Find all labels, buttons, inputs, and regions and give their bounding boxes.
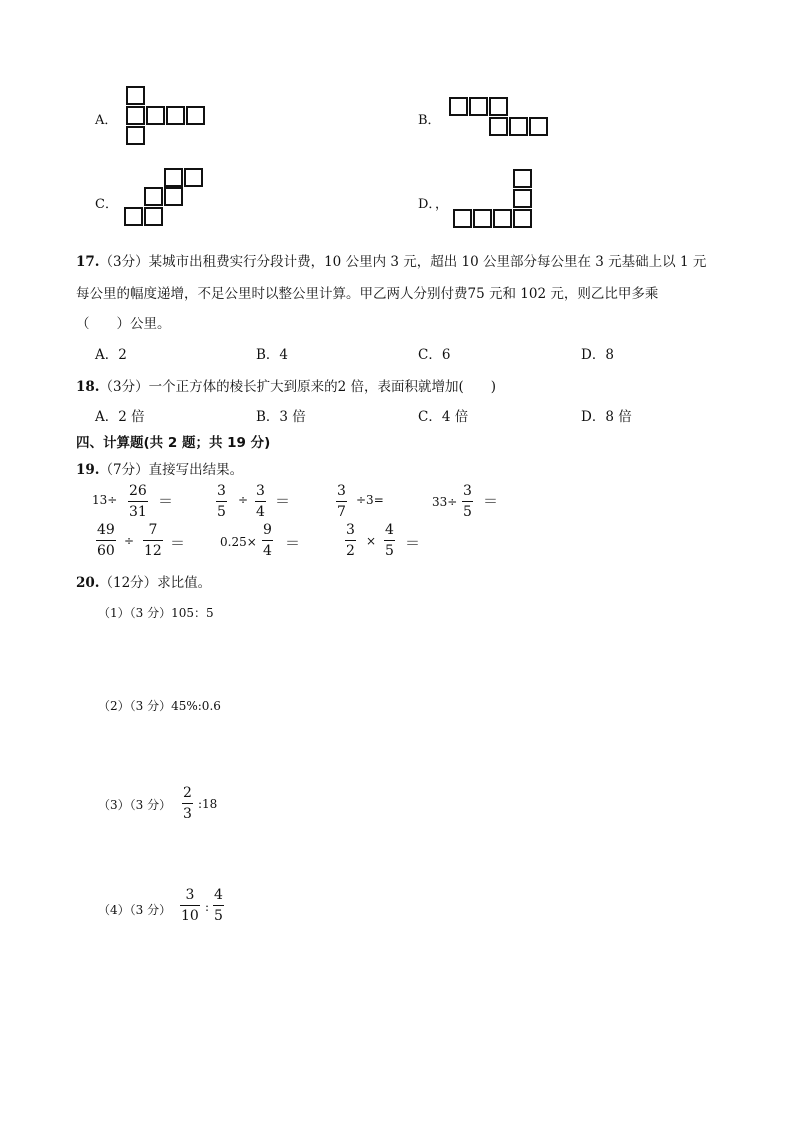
q19-e5-equals: ＝ [170,534,186,552]
q20-part-4-label: （4）（3 分） [98,903,172,917]
q17-text-line2: 每公里的幅度递增，不足公里时以整公里计算。甲乙两人分别付费75 元和 102 元，则乙比甲多乘 [76,286,659,302]
q19-score: （7分） [99,462,149,478]
q17-option-b[interactable]: B．4 [256,347,289,363]
q20-text: 求比值。 [157,575,212,591]
q18-text: 一个正方体的棱长扩大到原来的2 倍，表面积就增加( ) [148,379,497,395]
q19-e1-fraction: 26 31 [129,483,147,520]
q19-e6-whole: 0.25× [220,535,257,549]
q17-option-a[interactable]: A．2 [95,347,127,363]
q19-e5-fraction-2: 7 12 [144,522,162,559]
q19-number: 19. [76,462,100,478]
q18-number: 18. [76,379,100,395]
q16-option-d-label[interactable]: D．， [418,197,448,212]
q19-text: 直接写出结果。 [148,462,244,478]
q20-number: 20. [76,575,100,591]
q19-line [76,458,243,478]
q18-option-b[interactable]: B．3 倍 [256,409,306,425]
q19-e3-tail: ÷3= [356,493,384,507]
q19-e1-whole: 13÷ [92,493,118,507]
q20-part-4-fraction-1: 3 10 [181,887,199,924]
q19-e4-whole: 33÷ [432,495,458,509]
q17-line1 [76,250,706,270]
q20-part-3-fraction: 2 3 [183,785,192,822]
q19-e6-equals: ＝ [285,534,301,552]
q19-e5-operator: ÷ [124,534,135,548]
q17-number: 17. [76,254,100,270]
q20-part-4-colon: : [205,900,210,914]
q17-option-d[interactable]: D．8 [581,347,614,363]
q18-line [76,375,496,395]
q20-part-2-expr: 45%:0.6 [171,699,221,713]
q19-e7-fraction-2: 4 5 [385,522,394,559]
q17-text-line3: （ ）公里。 [76,316,171,332]
q17-text-line1: 某城市出租费实行分段计费，10 公里内 3 元，超出 10 公里部分每公里在 3 元基础上以 1 元 [148,254,707,270]
q19-e2-equals: ＝ [275,492,291,510]
q20-part-4-fraction-2: 4 5 [214,887,223,924]
section-4-title: 四、计算题(共 2 题；共 19 分) [76,435,271,451]
q19-e6-fraction: 9 4 [263,522,272,559]
q18-option-d[interactable]: D．8 倍 [581,409,632,425]
q20-part-1-expr: 105：5 [171,606,214,620]
q19-e5-fraction-1: 49 60 [97,522,115,559]
q16-option-c-label[interactable]: C． [95,197,118,212]
q19-e2-fraction-2: 3 4 [256,483,265,520]
q18-option-c[interactable]: C．4 倍 [418,409,469,425]
q19-e1-equals: ＝ [158,492,174,510]
q18-option-a[interactable]: A．2 倍 [95,409,145,425]
q19-e7-operator: × [366,534,377,548]
q17-score: （3分） [99,254,149,270]
q19-e7-fraction-1: 3 2 [346,522,355,559]
q20-part-1 [98,604,214,621]
q19-e2-operator: ÷ [238,493,249,507]
q20-part-1-label: （1）（3 分） [98,606,172,620]
q19-e4-fraction: 3 5 [463,483,472,520]
q20-score: （12分） [99,575,158,591]
q20-line [76,571,211,591]
q18-score: （3分） [99,379,149,395]
q20-part-2-label: （2）（3 分） [98,699,172,713]
q19-e3-fraction: 3 7 [337,483,346,520]
q20-part-3-label: （3）（3 分） [98,798,172,812]
q17-option-c[interactable]: C．6 [418,347,451,363]
q20-part-3-tail: :18 [198,797,218,811]
q20-part-2 [98,697,221,714]
q19-e7-equals: ＝ [405,534,421,552]
q19-e2-fraction-1: 3 5 [217,483,226,520]
q19-e4-equals: ＝ [483,492,499,510]
q16-option-a-label[interactable]: A． [95,113,118,128]
q16-option-b-label[interactable]: B． [418,113,441,128]
